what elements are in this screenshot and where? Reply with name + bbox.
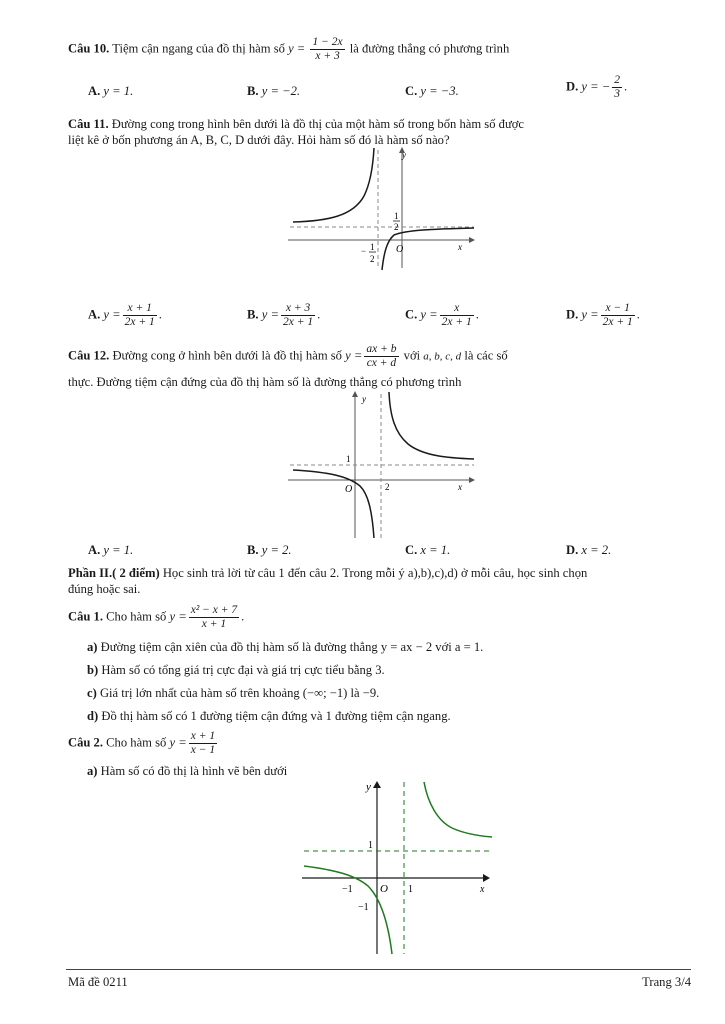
footer-divider [66,969,691,970]
footer-code: Mã đề 0211 [68,975,128,989]
q12-origin: O [345,484,353,495]
q11-neg-sign: − [361,246,367,256]
q10-option-c[interactable]: C. y = −3. [405,84,459,98]
q11-option-c[interactable]: C. y = $\frac{x}{2x + 1}$ . [405,302,479,329]
q10-option-d[interactable]: D. y = − $\frac{2}{3}$ . [566,74,628,101]
q11-half-den: 2 [394,222,399,232]
q11-x-label: x [458,242,462,252]
q12-stem: Câu 12. Đường cong ở hình bên dưới là đồ thị hàm số y = $\frac{ax + b}{cx + d}$ với a, b, c, d là các số [68,343,508,370]
p2q2-item-a[interactable]: a) Hàm số có đồ thị là hình vẽ bên dưới [87,764,288,778]
q12-line2: thực. Đường tiệm cận đứng của đồ thị hàm số là đường thẳng có phương trình [68,375,462,389]
q12-curve-right [389,392,474,459]
q10-option-b[interactable]: B. y = −2. [247,84,301,98]
p2q2-curve-right [424,782,492,837]
q11-y-label: y [402,150,406,160]
p2q1-item-a[interactable]: a) Đường tiệm cận xiên của đồ thị hàm số là đường thẳng y = ax − 2 với a = 1. [87,640,484,654]
p2q2-y-label: y [366,781,371,793]
q11-option-a[interactable]: A. y = $\frac{x + 1}{2x + 1}$ . [88,302,162,329]
p2q2-origin: O [380,883,388,895]
q10-stem [68,36,509,63]
q10-fraction: $\frac{1 - 2x}{x + 3}$ [312,36,343,63]
q11-option-b[interactable]: B. y = $\frac{x + 3}{2x + 1}$ . [247,302,321,329]
q11-neg-half-den: 2 [370,254,375,264]
q12-label: Câu 12. [68,348,110,363]
q11-curve-left [293,148,374,222]
p2q2-curve-left [304,866,392,954]
p2q2-neg-one-x: −1 [342,884,353,895]
p2q1-item-b[interactable]: b) Hàm số có tổng giá trị cực đại và giá trị cực tiểu bằng 3. [87,663,385,677]
q11-graph [288,144,478,272]
part2-title: Phần II.( 2 điểm) [68,566,160,580]
q12-option-d[interactable]: D. x = 2. [566,543,612,557]
footer-page: Trang 3/4 [642,975,691,989]
q10-fn-lhs: y = [288,41,306,56]
p2q2-graph [300,776,496,956]
q10-option-a[interactable]: A. y = 1. [88,84,134,98]
q10-text-after: là đường thẳng có phương trình [349,41,510,56]
q12-x-label: x [458,482,462,492]
part2-heading: Phần II.( 2 điểm) Học sinh trả lời từ câu 1 đến câu 2. Trong mỗi ý a),b),c),d) ở mỗi câu, học sinh chọn [68,566,588,580]
q12-option-c[interactable]: C. x = 1. [405,543,451,557]
q12-y-label: y [362,394,366,404]
q10-text-before: Tiệm cận ngang của đồ thị hàm số [112,41,285,56]
p2q2-one-y: 1 [368,840,373,851]
p2q1-label: Câu 1. [68,609,103,624]
q11-half-num: 1 [394,211,399,221]
q11-line1: Câu 11. Đường cong trong hình bên dưới là đồ thị của một hàm số trong bốn hàm số được [68,117,525,131]
q11-origin: O [396,244,404,255]
p2q2-x-label: x [480,884,485,895]
p2q2-neg-one-y: −1 [358,902,369,913]
p2q2-stem: Câu 2. Cho hàm số y = $\frac{x + 1}{x - 1}$ [68,730,216,757]
q11-neg-half-num: 1 [370,242,375,252]
q12-graph [288,388,478,540]
p2q1-item-d[interactable]: d) Đồ thị hàm số có 1 đường tiệm cận đứng và 1 đường tiệm cận ngang. [87,709,451,723]
q11-label: Câu 11. [68,117,109,131]
part2-line2: đúng hoặc sai. [68,582,141,596]
p2q2-label: Câu 2. [68,735,103,750]
p2q1-item-c[interactable]: c) Giá trị lớn nhất của hàm số trên khoảng (−∞; −1) là −9. [87,686,380,700]
q10-label: Câu 10. [68,41,110,56]
q12-one-label: 1 [346,454,351,464]
p2q1-stem: Câu 1. Cho hàm số y = $\frac{\text{x² − x + 7}}{x + 1}$ . [68,604,245,631]
q12-option-b[interactable]: B. y = 2. [247,543,292,557]
p2q2-one-x: 1 [408,884,413,895]
q11-option-d[interactable]: D. y = $\frac{x - 1}{2x + 1}$ . [566,302,640,329]
q12-option-a[interactable]: A. y = 1. [88,543,134,557]
q12-two-label: 2 [385,482,390,492]
q11-line2: liệt kê ở bốn phương án A, B, C, D dưới đây. Hỏi hàm số đó là hàm số nào? [68,133,450,147]
